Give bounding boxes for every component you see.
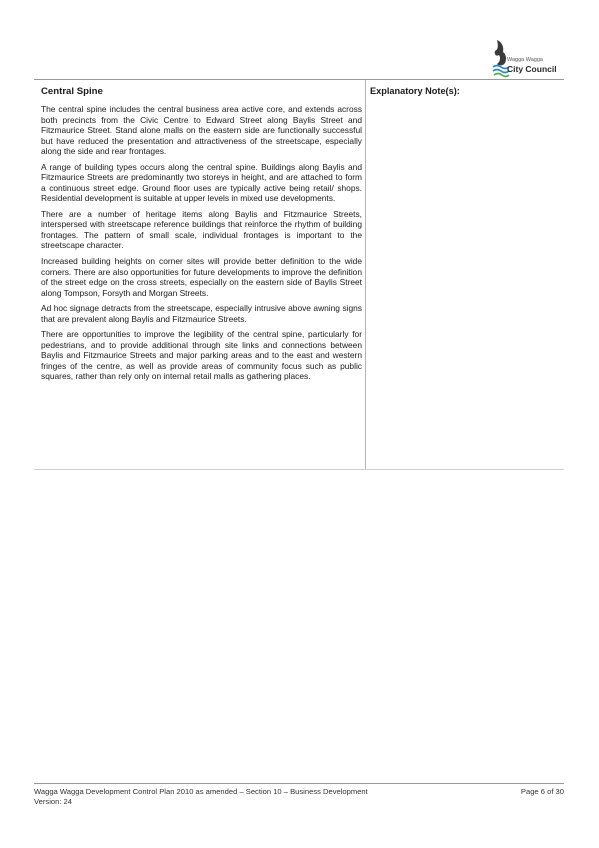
main-content-column bbox=[34, 80, 366, 469]
footer-version: Version: 24 bbox=[34, 796, 72, 806]
content-table bbox=[34, 80, 564, 470]
logo-text-big: City Council bbox=[507, 64, 557, 74]
paragraph: Increased building heights on corner sites will provide better definition to the wide corners. There are also opportunities for future developments to improve the definition of the street edge on the cross streets, especially on the eastern side of Baylis Street along Tompson, Forsyth and Morgan Streets. bbox=[41, 256, 362, 298]
paragraph: The central spine includes the central business area active core, and extends across both precincts from the Civic Centre to Edward Street along Baylis Street and Fitzmaurice Street. Stand alone malls on the eastern side are functionally successful but have reduced the presentation and attractiveness of the streetscape, especially along the side and rear frontages. bbox=[41, 104, 362, 156]
logo-text-small: Wagga Wagga bbox=[507, 57, 543, 63]
council-logo bbox=[492, 38, 564, 80]
paragraph: Ad hoc signage detracts from the streetscape, especially intrusive above awning signs that are prevalent along Baylis and Fitzmaurice Streets. bbox=[41, 303, 362, 324]
footer-page-number: Page 6 of 30 bbox=[520, 787, 564, 796]
footer-divider bbox=[34, 783, 564, 784]
footer-document-info bbox=[34, 787, 368, 806]
paragraph: There are a number of heritage items along Baylis and Fitzmaurice Streets, interspersed with streetscape reference buildings that reinforce the rhythm of building frontages. The pattern of small scale, individual frontages is important to the streetscape character. bbox=[41, 208, 362, 251]
explanatory-notes-column bbox=[366, 80, 564, 469]
section-title: Central Spine bbox=[41, 86, 103, 97]
paragraph: There are opportunities to improve the legibility of the central spine, particularly for pedestrians, and to provide additional through site links and connections between Baylis and Fitzmaurice Streets and major parking areas and to the east and western fringes of the centre, as well as provide areas of community focus such as public squares, rather than rely only on internal retail malls as gathering places. bbox=[41, 329, 362, 382]
footer-document-title: Wagga Wagga Development Control Plan 2010 as amended – Section 10 – Business Development bbox=[34, 787, 368, 796]
paragraph: A range of building types occurs along the central spine. Buildings along Baylis and Fitzmaurice Streets are predominantly two storeys in height, and are attached to form a continuous street edge. Ground floor uses are typically active being retail/ shops. Residential development is suitable at upper levels in mixed use developments. bbox=[41, 161, 362, 204]
explanatory-notes-heading: Explanatory Note(s): bbox=[370, 86, 460, 96]
